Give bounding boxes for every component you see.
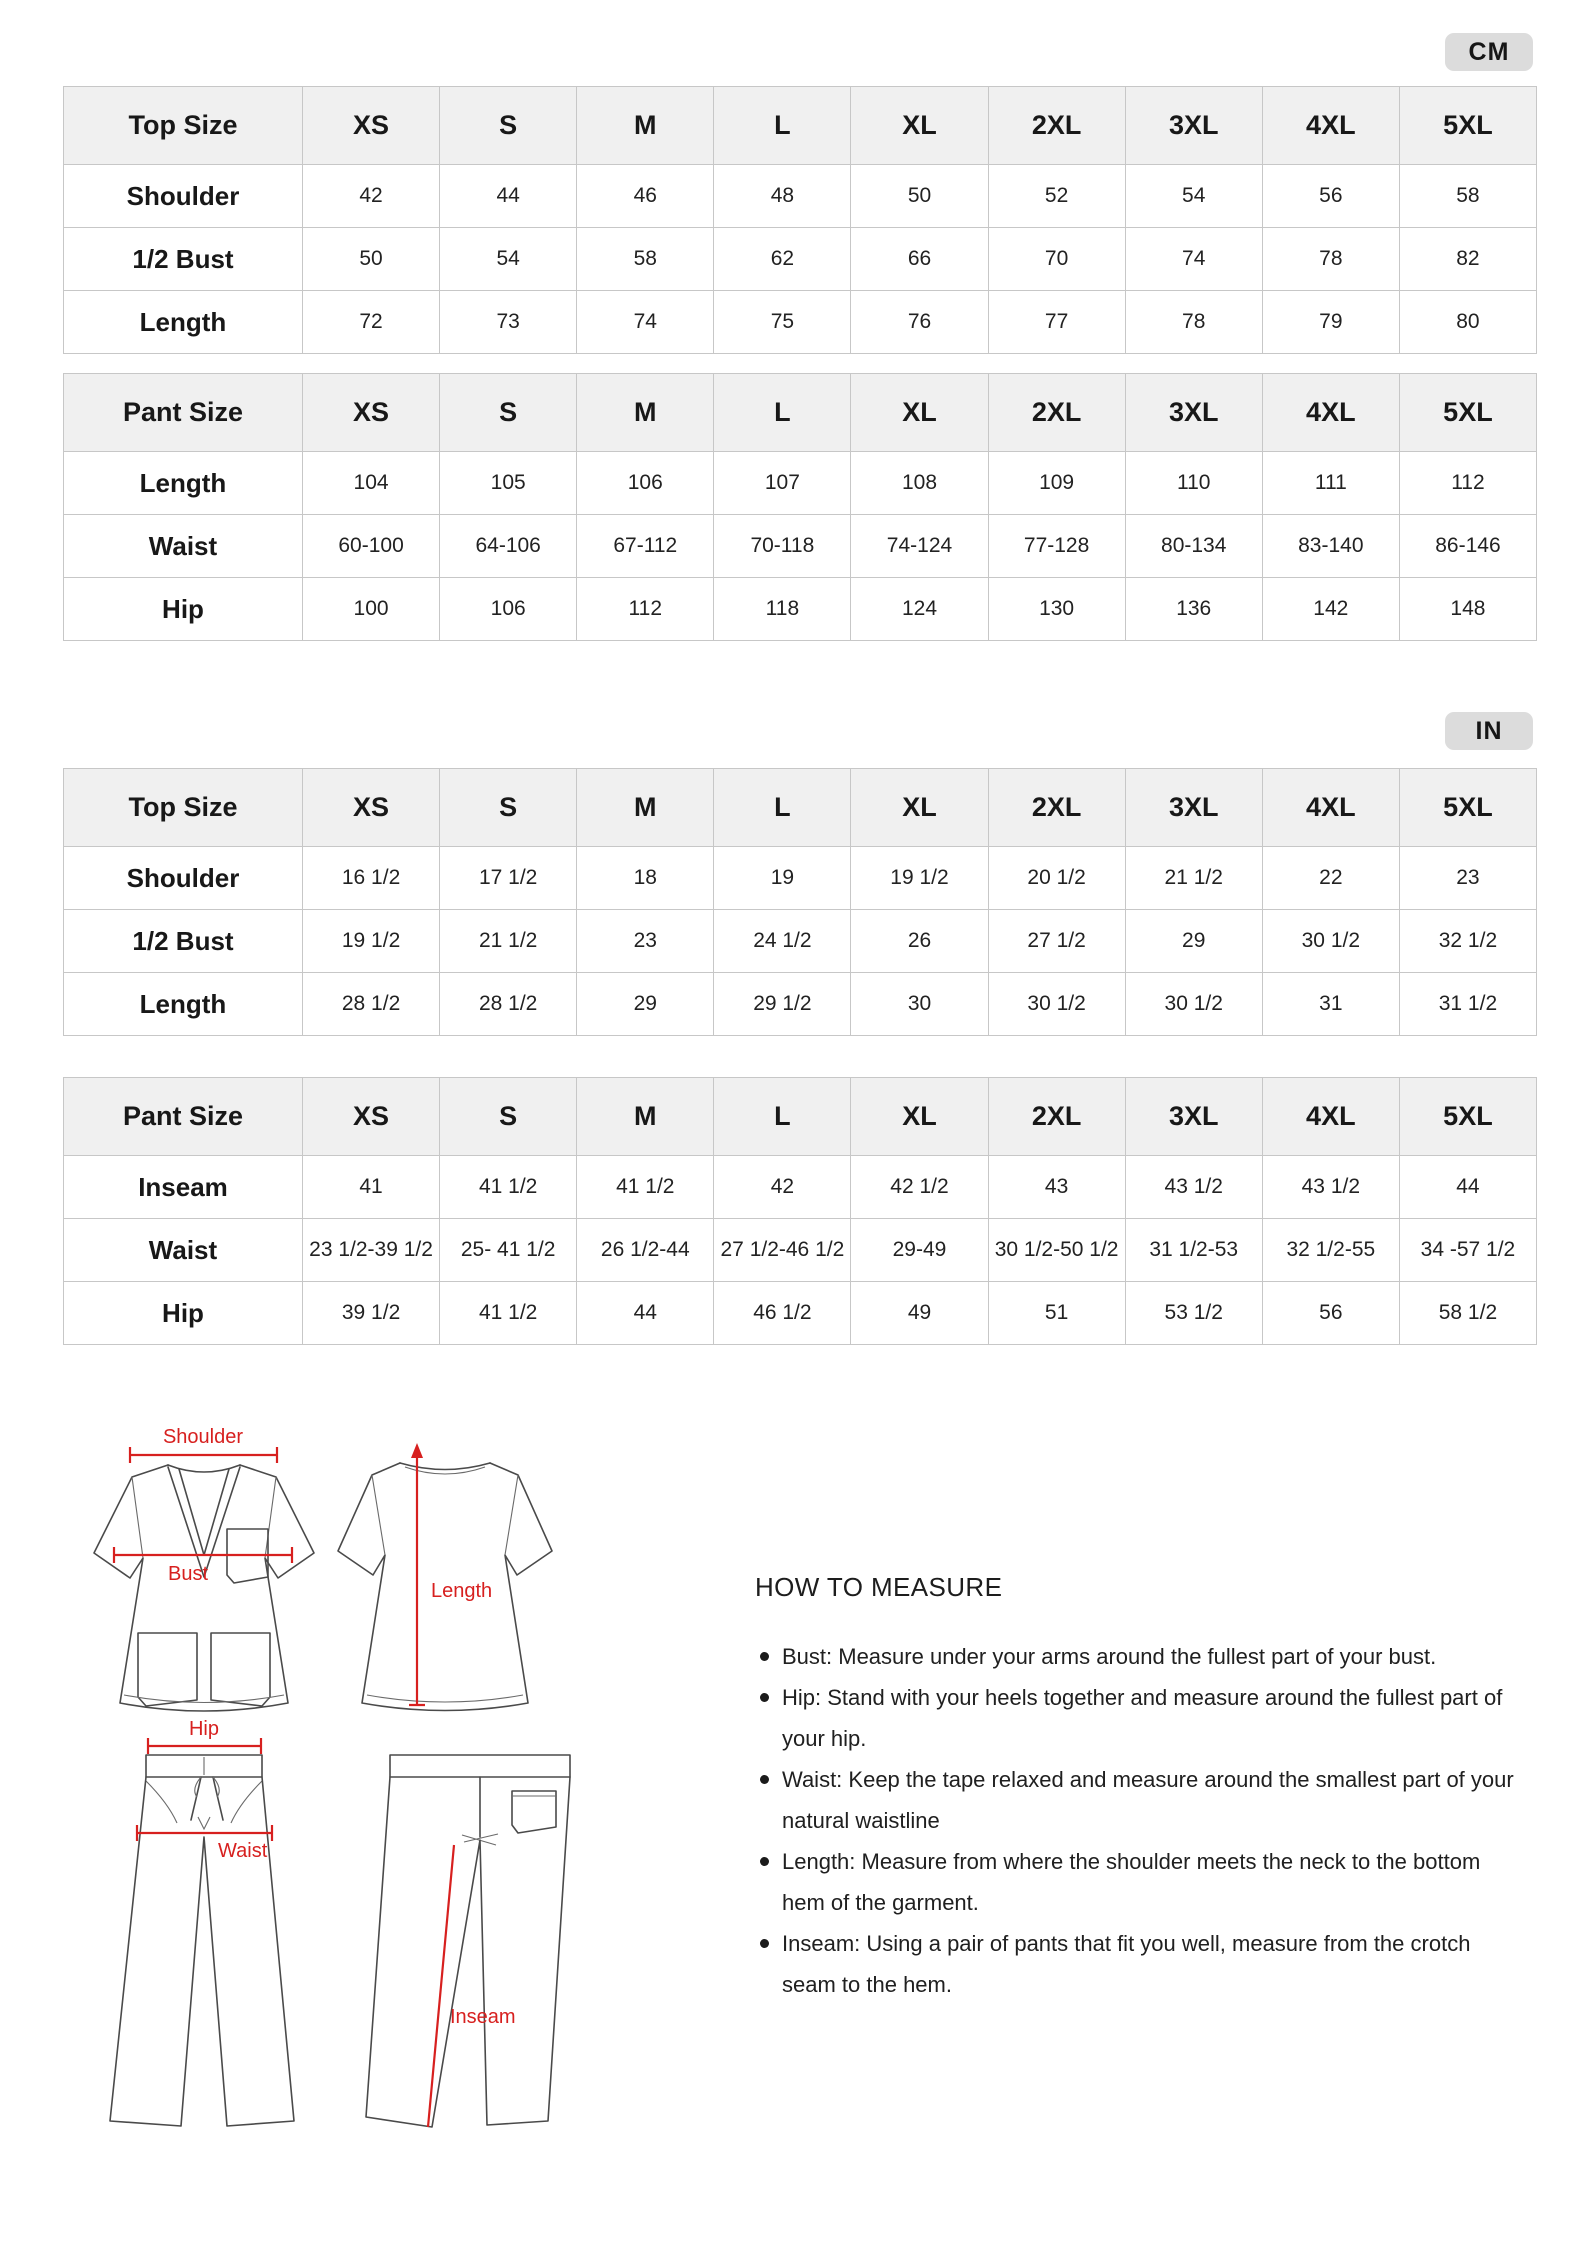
measurement-value: 24 1/2 xyxy=(714,910,851,973)
length-label: Length xyxy=(431,1580,493,1602)
header-row xyxy=(64,1078,1537,1156)
measurement-value: 80 xyxy=(1399,291,1536,354)
measurement-value: 49 xyxy=(851,1282,988,1345)
row-label: Length xyxy=(64,291,303,354)
measurement-value: 30 1/2 xyxy=(1262,910,1399,973)
row-label: 1/2 Bust xyxy=(64,910,303,973)
measurement-value: 70 xyxy=(988,228,1125,291)
row-label: Hip xyxy=(64,1282,303,1345)
measurement-value: 148 xyxy=(1399,578,1536,641)
inseam-label: Inseam xyxy=(450,2006,516,2028)
size-col-header: M xyxy=(577,1078,714,1156)
measurement-row xyxy=(64,1219,1537,1282)
measurement-value: 78 xyxy=(1125,291,1262,354)
measurement-value: 44 xyxy=(1399,1156,1536,1219)
hip-measure-line xyxy=(148,1718,261,1754)
measurement-value: 58 1/2 xyxy=(1399,1282,1536,1345)
measurement-value: 44 xyxy=(577,1282,714,1345)
measurement-value: 29 xyxy=(577,973,714,1036)
measurement-value: 29 1/2 xyxy=(714,973,851,1036)
size-col-header: L xyxy=(714,87,851,165)
measurement-row xyxy=(64,165,1537,228)
size-col-header: S xyxy=(440,87,577,165)
measurement-value: 42 xyxy=(303,165,440,228)
measurement-value: 54 xyxy=(1125,165,1262,228)
scrub-top-front-drawing xyxy=(94,1426,314,1711)
measurement-value: 111 xyxy=(1262,452,1399,515)
measurement-value: 20 1/2 xyxy=(988,847,1125,910)
table-title-cell: Top Size xyxy=(64,769,303,847)
measure-instruction-item: Hip: Stand with your heels together and measure around the fullest part of your hip. xyxy=(755,1677,1515,1759)
measurement-value: 48 xyxy=(714,165,851,228)
measurement-row xyxy=(64,291,1537,354)
measurement-value: 62 xyxy=(714,228,851,291)
measurement-value: 74-124 xyxy=(851,515,988,578)
measurement-value: 74 xyxy=(1125,228,1262,291)
measurement-row xyxy=(64,973,1537,1036)
garment-diagrams xyxy=(80,1405,610,2245)
measurement-value: 16 1/2 xyxy=(303,847,440,910)
measurement-value: 50 xyxy=(851,165,988,228)
measure-instructions xyxy=(755,1636,1515,2005)
measurement-value: 27 1/2 xyxy=(988,910,1125,973)
measurement-row xyxy=(64,847,1537,910)
measurement-value: 29 xyxy=(1125,910,1262,973)
measurement-value: 34 -57 1/2 xyxy=(1399,1219,1536,1282)
measurement-value: 100 xyxy=(303,578,440,641)
measurement-value: 77-128 xyxy=(988,515,1125,578)
pants-front-drawing xyxy=(110,1718,294,2126)
measurement-value: 86-146 xyxy=(1399,515,1536,578)
measurement-value: 77 xyxy=(988,291,1125,354)
size-col-header: XS xyxy=(303,374,440,452)
measurement-value: 30 1/2 xyxy=(1125,973,1262,1036)
measurement-row xyxy=(64,578,1537,641)
size-col-header: XL xyxy=(851,374,988,452)
measurement-value: 30 xyxy=(851,973,988,1036)
size-col-header: S xyxy=(440,1078,577,1156)
measurement-value: 64-106 xyxy=(440,515,577,578)
measurement-value: 51 xyxy=(988,1282,1125,1345)
table-title-cell: Top Size xyxy=(64,87,303,165)
size-col-header: 4XL xyxy=(1262,87,1399,165)
measurement-value: 105 xyxy=(440,452,577,515)
size-col-header: 5XL xyxy=(1399,87,1536,165)
measurement-value: 73 xyxy=(440,291,577,354)
measurement-value: 21 1/2 xyxy=(1125,847,1262,910)
measurement-value: 46 xyxy=(577,165,714,228)
measurement-value: 42 1/2 xyxy=(851,1156,988,1219)
size-col-header: 2XL xyxy=(988,1078,1125,1156)
measurement-value: 43 xyxy=(988,1156,1125,1219)
measurement-row xyxy=(64,1282,1537,1345)
size-col-header: 5XL xyxy=(1399,374,1536,452)
row-label: Waist xyxy=(64,515,303,578)
measurement-value: 83-140 xyxy=(1262,515,1399,578)
measurement-value: 27 1/2-46 1/2 xyxy=(714,1219,851,1282)
measurement-value: 30 1/2 xyxy=(988,973,1125,1036)
size-col-header: 2XL xyxy=(988,87,1125,165)
measurement-value: 109 xyxy=(988,452,1125,515)
row-label: Hip xyxy=(64,578,303,641)
measurement-value: 19 1/2 xyxy=(851,847,988,910)
measurement-value: 75 xyxy=(714,291,851,354)
size-col-header: S xyxy=(440,374,577,452)
row-label: Waist xyxy=(64,1219,303,1282)
measurement-value: 74 xyxy=(577,291,714,354)
shoulder-label: Shoulder xyxy=(162,1426,244,1448)
measurement-value: 50 xyxy=(303,228,440,291)
measurement-value: 56 xyxy=(1262,1282,1399,1345)
measurement-value: 112 xyxy=(1399,452,1536,515)
measurement-value: 76 xyxy=(851,291,988,354)
header-row xyxy=(64,374,1537,452)
measurement-value: 41 xyxy=(303,1156,440,1219)
row-label: 1/2 Bust xyxy=(64,228,303,291)
table-title-cell: Pant Size xyxy=(64,374,303,452)
size-col-header: M xyxy=(577,87,714,165)
measurement-row xyxy=(64,228,1537,291)
measurement-value: 58 xyxy=(1399,165,1536,228)
row-label: Shoulder xyxy=(64,847,303,910)
measurement-value: 80-134 xyxy=(1125,515,1262,578)
measurement-value: 41 1/2 xyxy=(440,1282,577,1345)
measurement-row xyxy=(64,452,1537,515)
size-col-header: L xyxy=(714,374,851,452)
size-col-header: 5XL xyxy=(1399,1078,1536,1156)
measurement-value: 118 xyxy=(714,578,851,641)
unit-badge-in: IN xyxy=(1445,712,1533,750)
size-col-header: 3XL xyxy=(1125,1078,1262,1156)
measurement-value: 136 xyxy=(1125,578,1262,641)
measurement-value: 130 xyxy=(988,578,1125,641)
measurement-value: 30 1/2-50 1/2 xyxy=(988,1219,1125,1282)
unit-badge-cm: CM xyxy=(1445,33,1533,71)
row-label: Length xyxy=(64,452,303,515)
header-row xyxy=(64,769,1537,847)
measurement-value: 28 1/2 xyxy=(303,973,440,1036)
measurement-value: 17 1/2 xyxy=(440,847,577,910)
measurement-value: 110 xyxy=(1125,452,1262,515)
size-col-header: 4XL xyxy=(1262,1078,1399,1156)
measurement-value: 106 xyxy=(577,452,714,515)
table-title-cell: Pant Size xyxy=(64,1078,303,1156)
measurement-value: 26 xyxy=(851,910,988,973)
measurement-value: 43 1/2 xyxy=(1262,1156,1399,1219)
size-col-header: XL xyxy=(851,87,988,165)
size-col-header: 5XL xyxy=(1399,769,1536,847)
measurement-value: 32 1/2-55 xyxy=(1262,1219,1399,1282)
measurement-value: 25- 41 1/2 xyxy=(440,1219,577,1282)
measurement-value: 44 xyxy=(440,165,577,228)
size-col-header: 3XL xyxy=(1125,87,1262,165)
measurement-value: 108 xyxy=(851,452,988,515)
measure-instruction-item: Waist: Keep the tape relaxed and measure around the smallest part of your natural waistline xyxy=(755,1759,1515,1841)
measurement-value: 60-100 xyxy=(303,515,440,578)
measurement-value: 23 xyxy=(1399,847,1536,910)
measurement-value: 58 xyxy=(577,228,714,291)
measurement-value: 43 1/2 xyxy=(1125,1156,1262,1219)
size-col-header: XS xyxy=(303,1078,440,1156)
measurement-value: 82 xyxy=(1399,228,1536,291)
waist-label: Waist xyxy=(218,1840,268,1862)
size-table-in-top xyxy=(63,768,1537,1036)
size-table-cm-top xyxy=(63,86,1537,354)
measurement-value: 18 xyxy=(577,847,714,910)
measurement-value: 23 1/2-39 1/2 xyxy=(303,1219,440,1282)
measurement-value: 52 xyxy=(988,165,1125,228)
row-label: Inseam xyxy=(64,1156,303,1219)
row-label: Length xyxy=(64,973,303,1036)
measurement-value: 46 1/2 xyxy=(714,1282,851,1345)
measurement-value: 67-112 xyxy=(577,515,714,578)
measurement-value: 70-118 xyxy=(714,515,851,578)
measurement-value: 22 xyxy=(1262,847,1399,910)
measurement-value: 142 xyxy=(1262,578,1399,641)
measurement-value: 54 xyxy=(440,228,577,291)
measurement-value: 104 xyxy=(303,452,440,515)
header-row xyxy=(64,87,1537,165)
measurement-value: 78 xyxy=(1262,228,1399,291)
size-col-header: XS xyxy=(303,769,440,847)
size-col-header: XL xyxy=(851,1078,988,1156)
measurement-value: 56 xyxy=(1262,165,1399,228)
shoulder-measure-line xyxy=(130,1426,277,1463)
measurement-value: 53 1/2 xyxy=(1125,1282,1262,1345)
measurement-value: 26 1/2-44 xyxy=(577,1219,714,1282)
size-col-header: 3XL xyxy=(1125,374,1262,452)
measure-instruction-item: Inseam: Using a pair of pants that fit you well, measure from the crotch seam to the hem. xyxy=(755,1923,1515,2005)
measurement-value: 107 xyxy=(714,452,851,515)
measurement-value: 124 xyxy=(851,578,988,641)
measurement-value: 29-49 xyxy=(851,1219,988,1282)
measure-instruction-item: Length: Measure from where the shoulder meets the neck to the bottom hem of the garment. xyxy=(755,1841,1515,1923)
measurement-row xyxy=(64,910,1537,973)
measurement-value: 31 1/2-53 xyxy=(1125,1219,1262,1282)
size-col-header: S xyxy=(440,769,577,847)
scrub-top-back-drawing xyxy=(338,1443,552,1711)
size-col-header: 3XL xyxy=(1125,769,1262,847)
size-col-header: 4XL xyxy=(1262,769,1399,847)
bust-label: Bust xyxy=(168,1563,209,1585)
size-col-header: XL xyxy=(851,769,988,847)
length-measure-line xyxy=(409,1443,492,1705)
measurement-value: 66 xyxy=(851,228,988,291)
size-col-header: L xyxy=(714,1078,851,1156)
size-col-header: M xyxy=(577,374,714,452)
measurement-value: 32 1/2 xyxy=(1399,910,1536,973)
size-col-header: 4XL xyxy=(1262,374,1399,452)
size-table-cm-pant xyxy=(63,373,1537,641)
size-col-header: 2XL xyxy=(988,374,1125,452)
measurement-value: 23 xyxy=(577,910,714,973)
measurement-value: 42 xyxy=(714,1156,851,1219)
size-col-header: 2XL xyxy=(988,769,1125,847)
size-col-header: M xyxy=(577,769,714,847)
measurement-value: 106 xyxy=(440,578,577,641)
how-to-measure-section xyxy=(755,1572,1515,2005)
pants-back-drawing xyxy=(366,1755,570,2127)
hip-label: Hip xyxy=(188,1718,220,1740)
measurement-value: 31 1/2 xyxy=(1399,973,1536,1036)
measurement-value: 112 xyxy=(577,578,714,641)
measurement-row xyxy=(64,515,1537,578)
measurement-value: 72 xyxy=(303,291,440,354)
measurement-value: 19 1/2 xyxy=(303,910,440,973)
how-to-measure-title: HOW TO MEASURE xyxy=(755,1572,1003,1602)
measurement-value: 39 1/2 xyxy=(303,1282,440,1345)
measurement-value: 41 1/2 xyxy=(577,1156,714,1219)
measurement-value: 28 1/2 xyxy=(440,973,577,1036)
measurement-value: 21 1/2 xyxy=(440,910,577,973)
size-col-header: L xyxy=(714,769,851,847)
measurement-value: 41 1/2 xyxy=(440,1156,577,1219)
size-table-in-pant xyxy=(63,1077,1537,1345)
measure-instruction-item: Bust: Measure under your arms around the fullest part of your bust. xyxy=(755,1636,1515,1677)
measurement-value: 31 xyxy=(1262,973,1399,1036)
measurement-value: 79 xyxy=(1262,291,1399,354)
measurement-value: 19 xyxy=(714,847,851,910)
size-col-header: XS xyxy=(303,87,440,165)
row-label: Shoulder xyxy=(64,165,303,228)
measurement-row xyxy=(64,1156,1537,1219)
